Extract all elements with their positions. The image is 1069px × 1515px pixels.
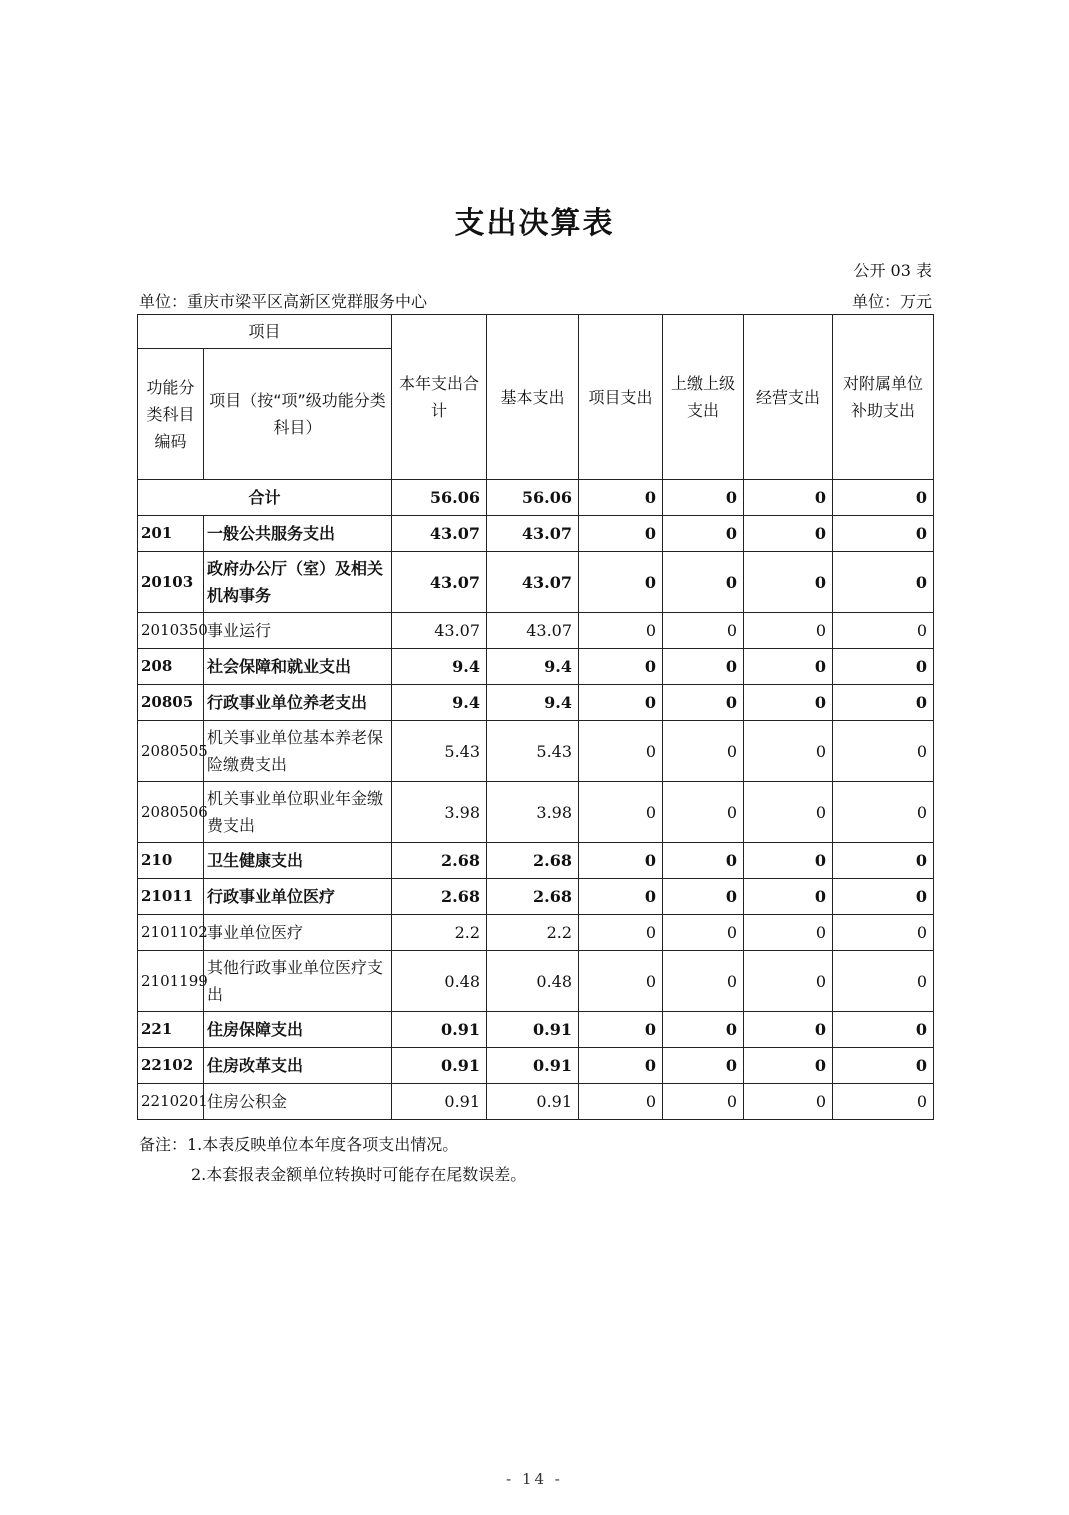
row-value: 0.91 — [392, 1012, 487, 1048]
row-name: 机关事业单位基本养老保险缴费支出 — [204, 721, 392, 782]
row-value: 9.4 — [392, 685, 487, 721]
row-value: 0 — [744, 649, 833, 685]
total-value: 0 — [744, 480, 833, 516]
row-value: 43.07 — [487, 516, 579, 552]
row-code: 221 — [138, 1012, 204, 1048]
row-value: 43.07 — [392, 516, 487, 552]
row-value: 0 — [744, 843, 833, 879]
row-value: 0 — [579, 685, 663, 721]
row-value: 0 — [744, 1012, 833, 1048]
row-value: 0.91 — [487, 1048, 579, 1084]
row-name: 卫生健康支出 — [204, 843, 392, 879]
row-value: 9.4 — [487, 649, 579, 685]
row-value: 0 — [579, 552, 663, 613]
row-value: 5.43 — [487, 721, 579, 782]
row-value: 0 — [663, 516, 744, 552]
table-row — [138, 843, 934, 879]
row-value: 0.91 — [392, 1048, 487, 1084]
row-name: 其他行政事业单位医疗支出 — [204, 951, 392, 1012]
table-row — [138, 649, 934, 685]
row-value: 43.07 — [487, 552, 579, 613]
row-value: 0 — [663, 1084, 744, 1120]
table-body — [138, 516, 934, 1120]
table-row — [138, 915, 934, 951]
table-row — [138, 613, 934, 649]
header-upper: 上缴上级支出 — [663, 315, 744, 480]
table-row — [138, 685, 934, 721]
reporting-unit: 单位：重庆市梁平区高新区党群服务中心 — [139, 292, 428, 311]
row-value: 2.2 — [392, 915, 487, 951]
row-value: 0 — [833, 879, 934, 915]
row-value: 0.91 — [487, 1012, 579, 1048]
row-value: 0 — [579, 782, 663, 843]
total-value: 56.06 — [487, 480, 579, 516]
row-value: 5.43 — [392, 721, 487, 782]
row-value: 2.68 — [487, 843, 579, 879]
row-code: 22102 — [138, 1048, 204, 1084]
row-value: 0 — [744, 915, 833, 951]
table-row — [138, 1048, 934, 1084]
row-value: 0 — [744, 516, 833, 552]
row-value: 0 — [833, 1084, 934, 1120]
row-name: 事业单位医疗 — [204, 915, 392, 951]
row-code: 201 — [138, 516, 204, 552]
row-name: 住房公积金 — [204, 1084, 392, 1120]
row-value: 0 — [663, 613, 744, 649]
row-value: 0 — [833, 649, 934, 685]
total-label: 合计 — [138, 480, 392, 516]
row-value: 0 — [579, 1084, 663, 1120]
row-value: 0 — [744, 552, 833, 613]
row-value: 9.4 — [487, 685, 579, 721]
table-row — [138, 782, 934, 843]
row-value: 0 — [744, 721, 833, 782]
row-value: 0.48 — [487, 951, 579, 1012]
page-number: - 14 - — [506, 1470, 563, 1488]
row-value: 0 — [579, 1048, 663, 1084]
row-value: 0 — [579, 951, 663, 1012]
total-value: 0 — [579, 480, 663, 516]
row-value: 0 — [663, 951, 744, 1012]
total-row — [138, 480, 934, 516]
row-value: 0 — [663, 649, 744, 685]
row-value: 0 — [579, 1012, 663, 1048]
row-value: 0.91 — [487, 1084, 579, 1120]
row-name: 政府办公厅（室）及相关机构事务 — [204, 552, 392, 613]
row-value: 0 — [663, 552, 744, 613]
row-value: 0 — [833, 951, 934, 1012]
currency-unit: 单位：万元 — [851, 292, 932, 311]
row-value: 2.68 — [487, 879, 579, 915]
table-row — [138, 1084, 934, 1120]
row-value: 0 — [833, 782, 934, 843]
table-row — [138, 552, 934, 613]
notes — [139, 1130, 526, 1190]
page-title: 支出决算表 — [454, 206, 615, 241]
expenditure-table — [137, 314, 934, 1120]
row-name: 社会保障和就业支出 — [204, 649, 392, 685]
row-value: 0 — [663, 721, 744, 782]
row-value: 0 — [833, 721, 934, 782]
row-value: 0 — [579, 915, 663, 951]
total-value: 0 — [663, 480, 744, 516]
row-value: 9.4 — [392, 649, 487, 685]
row-value: 0 — [579, 879, 663, 915]
table-row — [138, 721, 934, 782]
row-code: 210 — [138, 843, 204, 879]
row-value: 0 — [579, 613, 663, 649]
row-value: 0 — [663, 915, 744, 951]
row-code: 208 — [138, 649, 204, 685]
total-value: 56.06 — [392, 480, 487, 516]
row-value: 0 — [663, 879, 744, 915]
row-value: 43.07 — [392, 613, 487, 649]
row-value: 2.68 — [392, 843, 487, 879]
table-row — [138, 951, 934, 1012]
header-basic: 基本支出 — [487, 315, 579, 480]
row-code: 2101199 — [138, 951, 204, 1012]
row-value: 0.91 — [392, 1084, 487, 1120]
row-value: 0 — [663, 1012, 744, 1048]
header-business: 经营支出 — [744, 315, 833, 480]
row-name: 一般公共服务支出 — [204, 516, 392, 552]
form-number: 公开 03 表 — [853, 261, 932, 280]
row-name: 行政事业单位医疗 — [204, 879, 392, 915]
note-line-2: 2.本套报表金额单位转换时可能存在尾数误差。 — [191, 1165, 527, 1184]
row-name: 住房保障支出 — [204, 1012, 392, 1048]
row-value: 0 — [833, 685, 934, 721]
table-row — [138, 879, 934, 915]
row-name: 行政事业单位养老支出 — [204, 685, 392, 721]
row-value: 0.48 — [392, 951, 487, 1012]
row-code: 2101102 — [138, 915, 204, 951]
row-code: 2080506 — [138, 782, 204, 843]
row-value: 3.98 — [487, 782, 579, 843]
total-value: 0 — [833, 480, 934, 516]
row-name: 事业运行 — [204, 613, 392, 649]
row-value: 0 — [579, 649, 663, 685]
row-value: 0 — [663, 782, 744, 843]
row-code: 2010350 — [138, 613, 204, 649]
row-value: 0 — [833, 1012, 934, 1048]
row-code: 2210201 — [138, 1084, 204, 1120]
row-value: 0 — [833, 915, 934, 951]
row-value: 0 — [833, 1048, 934, 1084]
row-value: 0 — [663, 685, 744, 721]
row-value: 0 — [833, 843, 934, 879]
header-name: 项目（按“项”级功能分类科目） — [204, 349, 392, 480]
table-row — [138, 516, 934, 552]
row-value: 0 — [579, 516, 663, 552]
row-value: 0 — [579, 843, 663, 879]
header-item: 项目 — [138, 315, 392, 349]
row-value: 0 — [744, 685, 833, 721]
row-value: 0 — [744, 879, 833, 915]
note-line-1: 备注：1.本表反映单位本年度各项支出情况。 — [139, 1135, 459, 1154]
row-value: 0 — [833, 613, 934, 649]
row-code: 20103 — [138, 552, 204, 613]
row-value: 0 — [579, 721, 663, 782]
table-header — [138, 315, 934, 480]
row-name: 住房改革支出 — [204, 1048, 392, 1084]
row-value: 0 — [744, 951, 833, 1012]
row-value: 0 — [744, 1048, 833, 1084]
row-value: 43.07 — [487, 613, 579, 649]
row-value: 2.2 — [487, 915, 579, 951]
row-code: 20805 — [138, 685, 204, 721]
row-value: 0 — [833, 552, 934, 613]
row-value: 0 — [833, 516, 934, 552]
row-name: 机关事业单位职业年金缴费支出 — [204, 782, 392, 843]
row-code: 21011 — [138, 879, 204, 915]
row-value: 0 — [663, 843, 744, 879]
header-project: 项目支出 — [579, 315, 663, 480]
row-value: 0 — [744, 1084, 833, 1120]
row-value: 2.68 — [392, 879, 487, 915]
header-total: 本年支出合计 — [392, 315, 487, 480]
total-section — [138, 480, 934, 516]
row-value: 0 — [744, 782, 833, 843]
row-value: 43.07 — [392, 552, 487, 613]
header-subsidy: 对附属单位补助支出 — [833, 315, 934, 480]
header-code: 功能分类科目编码 — [138, 349, 204, 480]
row-value: 3.98 — [392, 782, 487, 843]
row-value: 0 — [744, 613, 833, 649]
row-code: 2080505 — [138, 721, 204, 782]
row-value: 0 — [663, 1048, 744, 1084]
table-row — [138, 1012, 934, 1048]
